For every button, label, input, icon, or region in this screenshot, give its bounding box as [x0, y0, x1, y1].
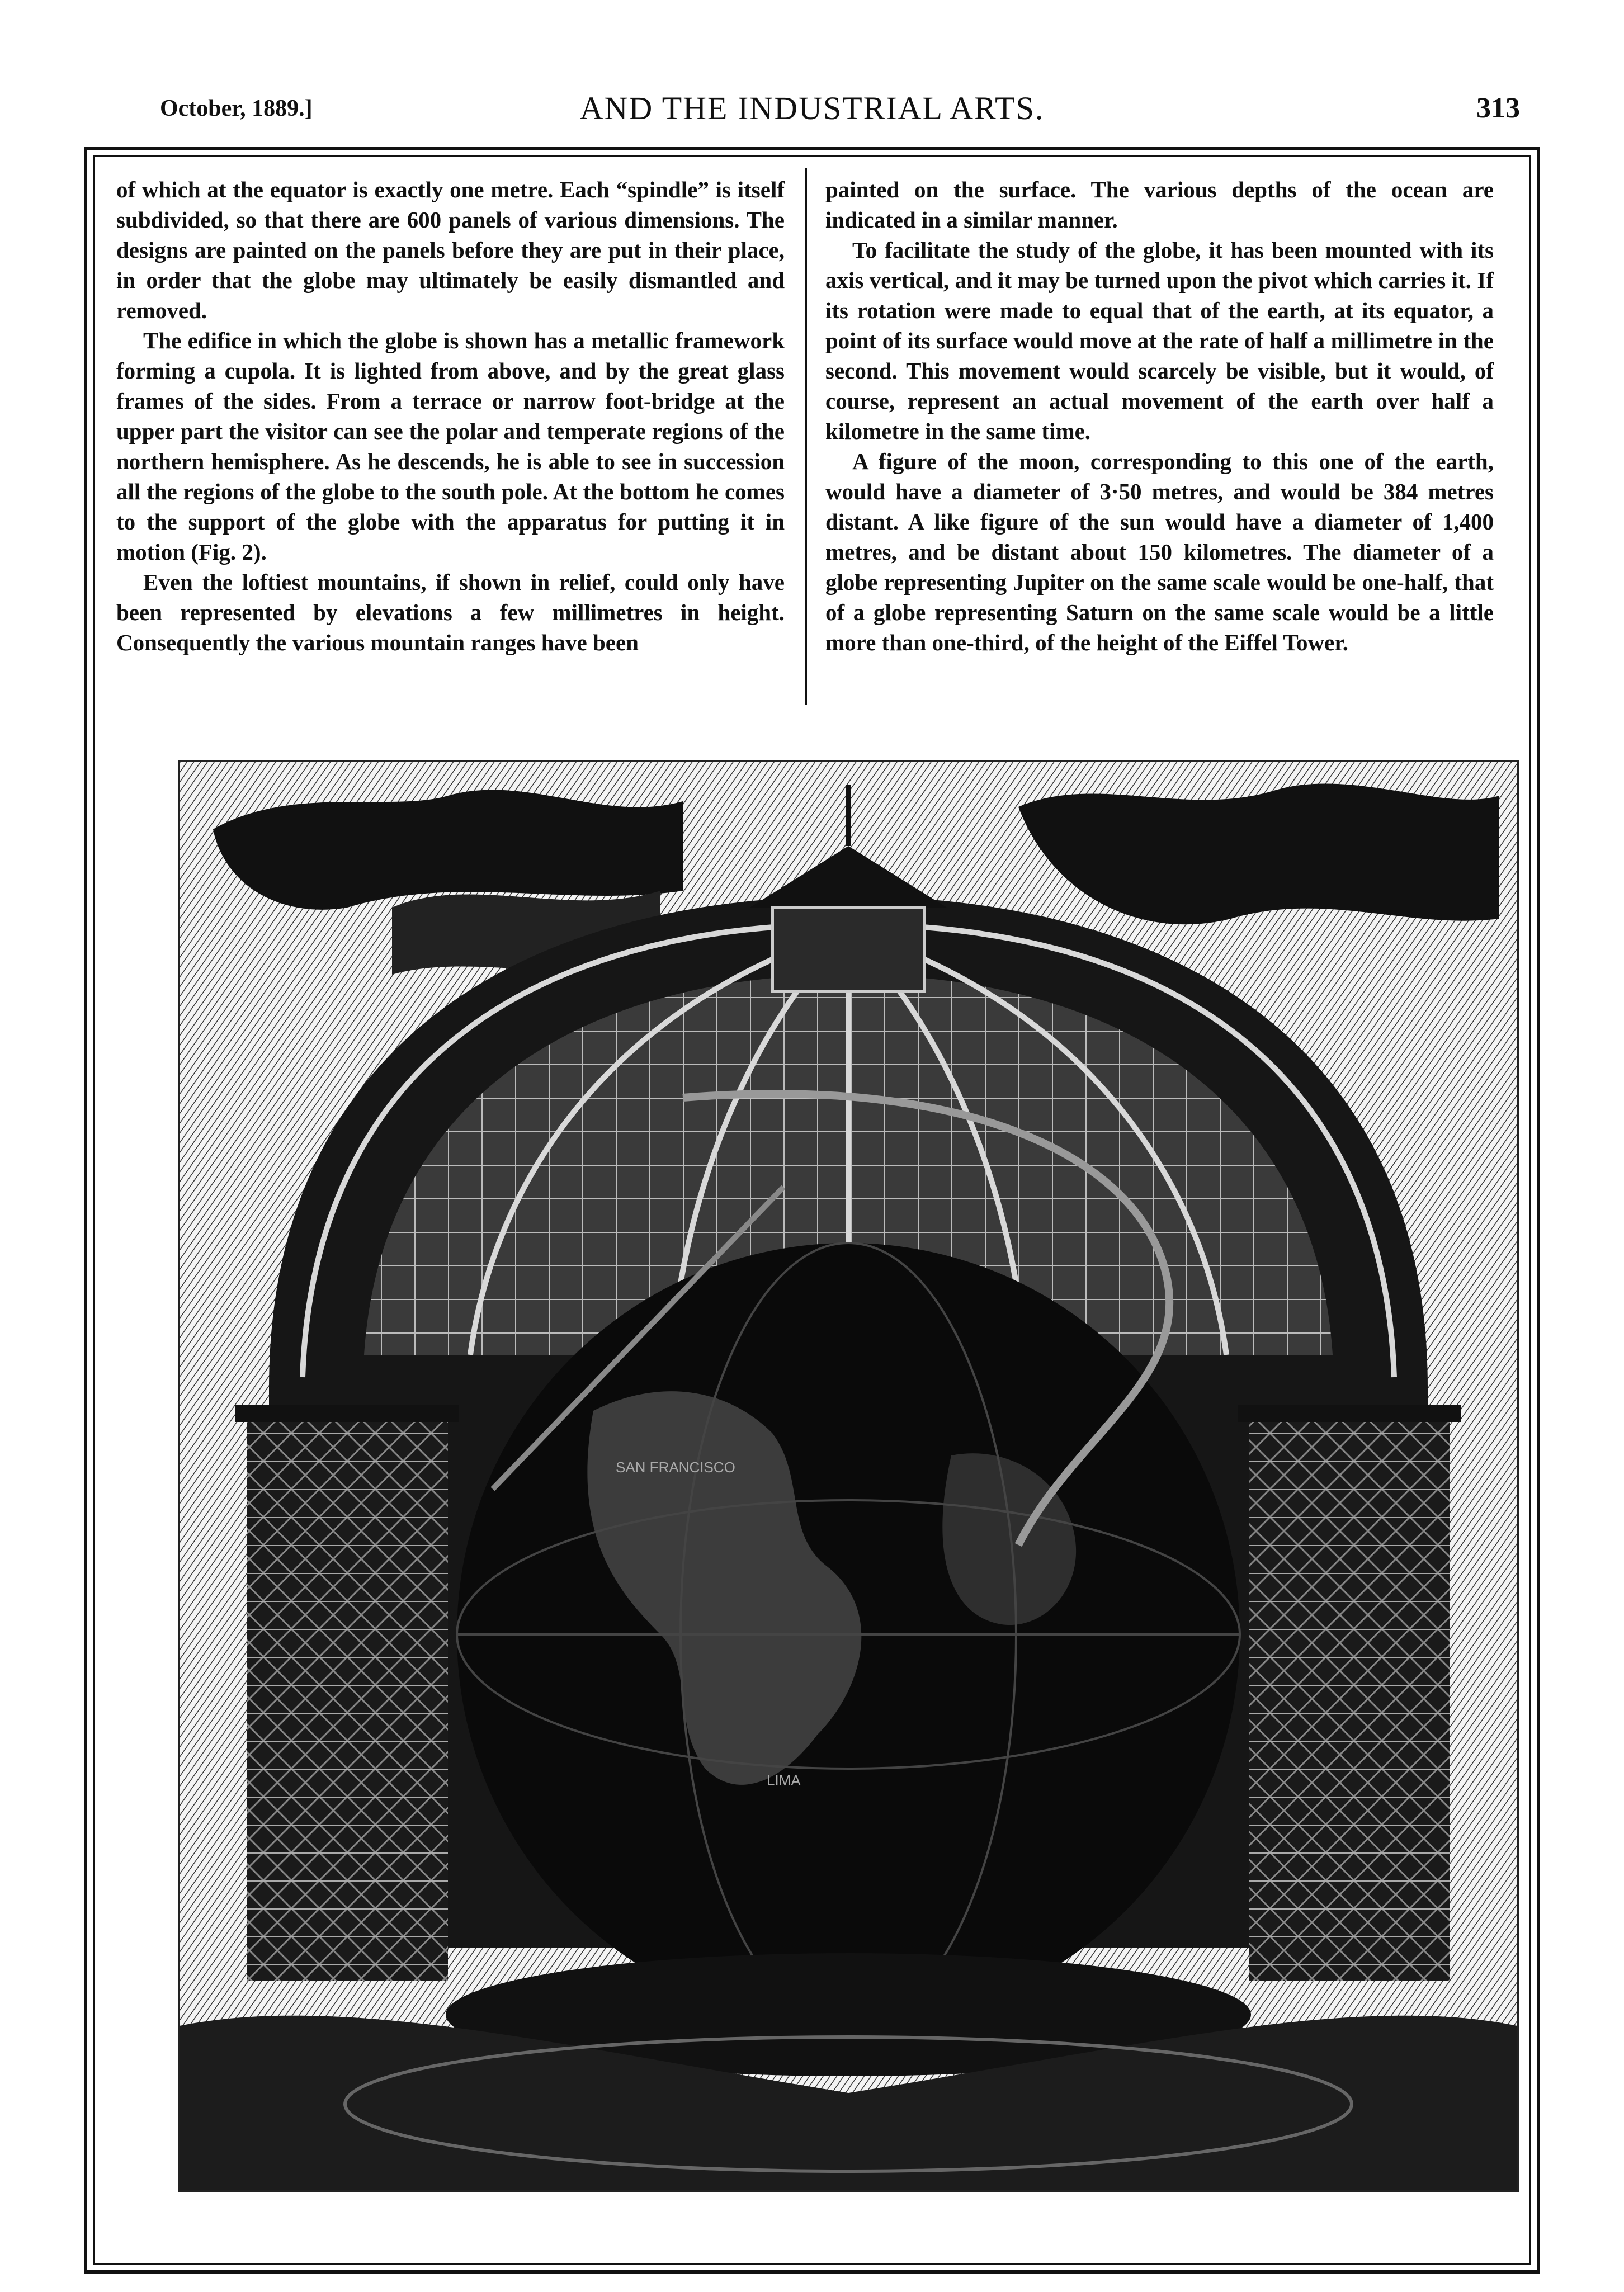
paragraph: painted on the surface. The various depths of the ocean are indicated in a similar manner. [825, 177, 1494, 233]
column-divider [805, 168, 807, 705]
globe-label: SAN FRANCISCO [616, 1459, 735, 1476]
issue-date: October, 1889.] [160, 96, 313, 121]
paragraph: A figure of the moon, corresponding to this one of the earth, would have a diameter of 3·50 metres, and would be 384 metres distant. A like figure of the sun would have a diameter of 1,400 metres, and be distant about 150 kilometres. The diameter of a globe representing Jupiter on the same scale would be one-half, that of a globe representing Saturn on the same scale would be a little more than one-third, of the height of the Eiffel Tower. [825, 448, 1494, 655]
right-text-column [825, 174, 1494, 658]
engraving-illustration [180, 762, 1517, 2190]
running-head [0, 89, 1624, 129]
lantern-cupola [772, 908, 924, 991]
left-lattice-tower [247, 1422, 448, 1981]
paragraph: To facilitate the study of the globe, it has been mounted with its axis vertical, and it may be turned upon the pivot which carries it. If its rotation were made to equal that of the earth, at its equator, a point of its surface would move at the rate of half a millimetre in the second. This movement would scarcely be visible, but it would, of course, represent an actual movement of the earth over half a kilometre in the same time. [825, 237, 1494, 444]
left-tower-cornice [235, 1405, 459, 1422]
paragraph: The edifice in which the globe is shown has a metallic framework forming a cupola. It is lighted from above, and by the great glass frames of the sides. From a terrace or narrow foot-bridge at the upper part the visitor can see the polar and temperate regions of the northern hemisphere. As he descends, he is able to see in succession all the regions of the globe to the south pole. At the bottom he comes to the support of the globe with the apparatus for putting it in motion (Fig. 2). [116, 328, 785, 565]
paragraph: of which at the equator is exactly one metre. Each “spindle” is itself subdivided, so that there are 600 panels of various dimensions. The designs are painted on the panels before they are put in their place, in order that the globe may ultimately be easily dismantled and removed. [116, 177, 785, 323]
globe-label: LIMA [767, 1772, 801, 1789]
right-tower-cornice [1238, 1405, 1461, 1422]
dark-cloud-left [213, 790, 683, 909]
left-text-column [116, 174, 785, 658]
page-number: 313 [1476, 92, 1520, 124]
paragraph: Even the loftiest mountains, if shown in relief, could only have been represented by elevations a few millimetres in height. Consequently the various mountain ranges have been [116, 569, 785, 655]
globe-pavilion-engraving [178, 760, 1519, 2192]
journal-running-title: AND THE INDUSTRIAL ARTS. [579, 90, 1045, 126]
right-lattice-tower [1249, 1422, 1450, 1981]
